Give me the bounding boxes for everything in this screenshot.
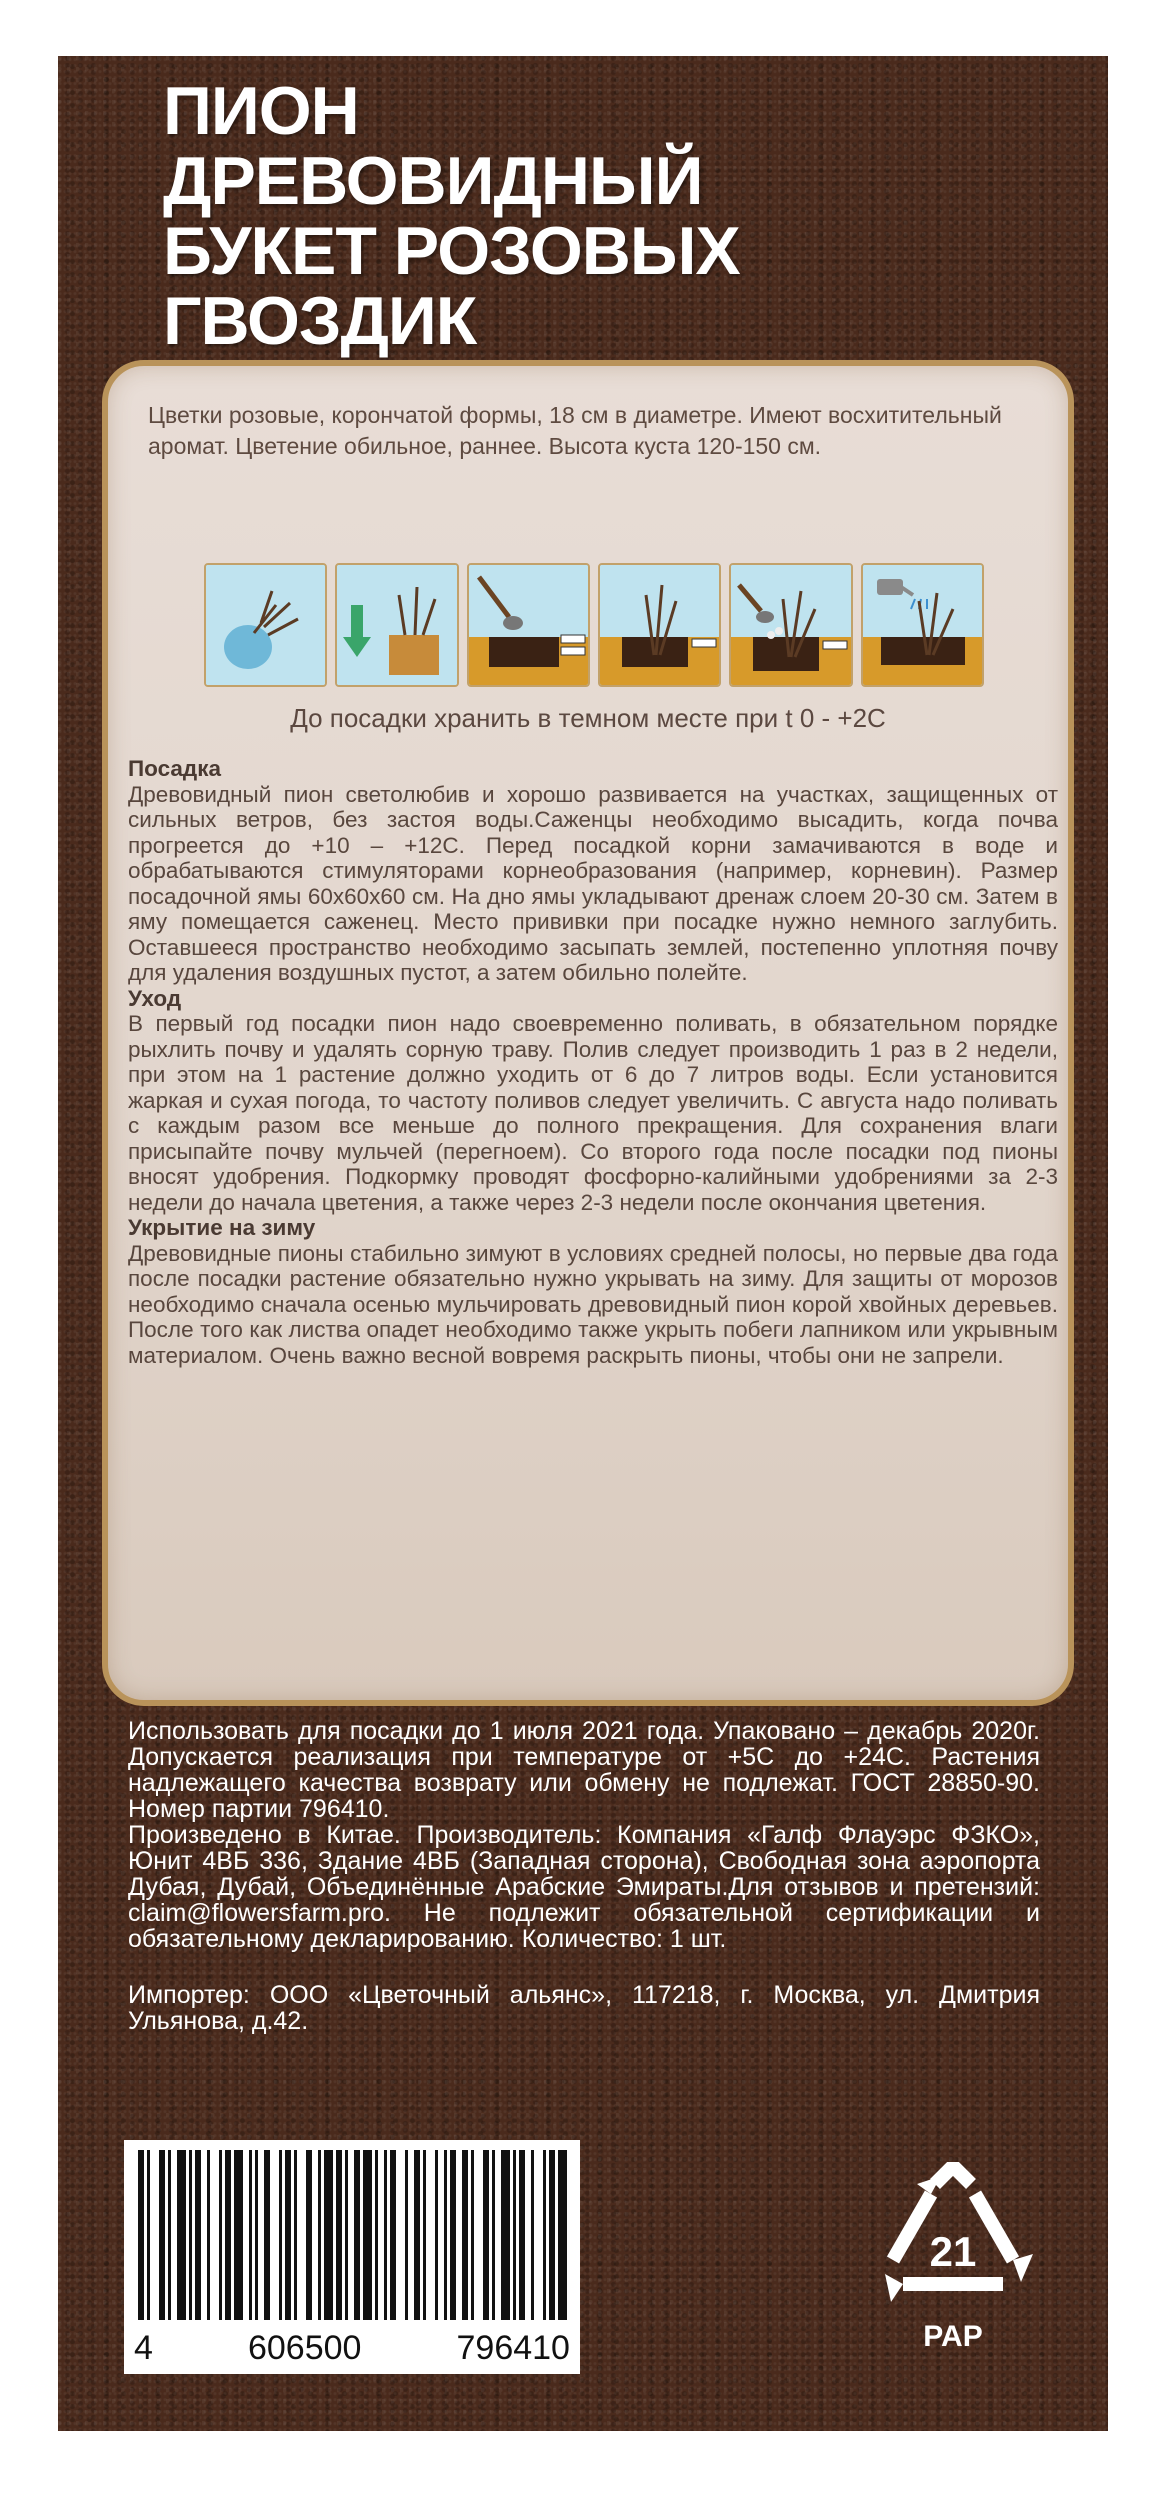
seed-packet-back	[58, 56, 1108, 2431]
barcode-bar	[390, 2150, 396, 2320]
barcode-bar	[234, 2150, 243, 2320]
barcode-bar	[159, 2150, 165, 2320]
section-heading: Укрытие на зиму	[128, 1215, 316, 1240]
barcode-bar	[336, 2150, 342, 2320]
section-heading: Уход	[128, 985, 182, 1011]
barcode-bar	[492, 2150, 495, 2320]
barcode-bar	[306, 2150, 312, 2320]
barcode-bar	[294, 2150, 297, 2320]
recycle-code: PAP	[923, 2320, 983, 2353]
barcode-bar	[264, 2150, 270, 2320]
section-text: Древовидный пион светолюбив и хорошо развивается на участках, защищенных от сильных ветров, без застоя воды.Саженцы необходимо высадить, когда почва прогреется до +10 – +12С. Перед посадкой корни замачиваются в воде и обрабатываются стимуляторами корнеобразования (например, корневин). Размер посадочной ямы 60х60х60 см. На дно ямы укладывают дренаж слоем 20-30 см. Затем в яму помещается саженец. Место прививки при посадке нужно немного заглубить. Оставшееся пространство необходимо засыпать землей, постепенно уплотняя почву для удаления воздушных пустот, а затем обильно полейте.	[128, 781, 1058, 985]
title-line: ПИОН	[163, 73, 359, 149]
importer-text: Импортер: ООО «Цветочный альянс», 117218, г. Москва, ул. Дмитрия Ульянова, д.42.	[128, 1981, 1040, 2035]
barcode-bar	[444, 2150, 447, 2320]
barcode-bars	[124, 2140, 580, 2330]
barcode-bar	[318, 2150, 321, 2320]
intro-text: Цветки розовые, корончатой формы, 18 см в диаметре. Имеют восхитительный аромат. Цветение обильное, раннее. Высота куста 120-150 см.	[148, 402, 1002, 459]
barcode-bar	[345, 2150, 348, 2320]
pot-down-arrow-icon	[335, 563, 458, 687]
producer-text: Произведено в Китае. Производитель: Компания «Галф Флауэрс ФЗКО», Юнит 4ВБ 336, Здание 4ВБ (Западная сторона), Свободная зона аэропорта Дубая, Дубай, Объединённые Арабские Эмираты.Для отзывов и претензий: claim@flowersfarm.pro. Не подлежит обязательной сертификации и обязательному декларированию. Количество: 1 шт.	[128, 1821, 1040, 1953]
title-line: ДРЕВОВИДНЫЙ	[163, 143, 703, 219]
planting-steps	[204, 563, 984, 685]
recycle-number: 21	[929, 2228, 977, 2275]
barcode-bar	[249, 2150, 252, 2320]
barcode-bar	[354, 2150, 360, 2320]
barcode-bar	[501, 2150, 510, 2320]
barcode-bar	[531, 2150, 534, 2320]
barcode-bar	[219, 2150, 222, 2320]
section-heading: Посадка	[128, 756, 221, 781]
barcode-bar	[255, 2150, 258, 2320]
recycle-icon	[863, 2162, 1043, 2360]
barcode-digit-group: 606500	[247, 2329, 362, 2367]
barcode-bar	[363, 2150, 372, 2320]
barcode-bar	[168, 2150, 171, 2320]
barcode-bar	[543, 2150, 546, 2320]
barcode-bar	[225, 2150, 231, 2320]
barcode-bar	[471, 2150, 474, 2320]
barcode-bar	[147, 2150, 150, 2320]
watering-can-icon	[861, 563, 984, 687]
storage-note: До посадки хранить в темном месте при t 0 - +2С	[290, 703, 886, 733]
legal-footer	[128, 1718, 1040, 2034]
shovel-hole-icon	[467, 563, 590, 687]
usage-text: Использовать для посадки до 1 июля 2021 года. Упаковано – декабрь 2020г. Допускается реализация при температуре от +5С до +24С. Растения надлежащего качества возврату или обмену не подлежат. ГОСТ 28850-90. Номер партии 796410.	[128, 1717, 1040, 1823]
barcode-number	[124, 2329, 580, 2368]
instructions	[128, 756, 1058, 1368]
barcode-bar	[423, 2150, 426, 2320]
barcode-bar	[549, 2150, 555, 2320]
barcode-bar	[513, 2150, 516, 2320]
barcode-bar	[375, 2150, 378, 2320]
section-text: Древовидные пионы стабильно зимуют в условиях средней полосы, но первые два года после посадки растение обязательно нужно укрывать на зиму. Для защиты от морозов необходимо сначала осенью мульчировать древовидный пион корой хвойных деревьев. После того как листва опадет необходимо также укрыть побеги лапником или укрывным материалом. Очень важно весной вовремя раскрыть пионы, чтобы они не запрели.	[128, 1240, 1058, 1368]
barcode-bar	[279, 2150, 282, 2320]
barcode-bar	[462, 2150, 468, 2320]
title-line: ГВОЗДИК	[163, 283, 477, 359]
barcode-bar	[177, 2150, 186, 2320]
barcode-bar	[558, 2150, 567, 2320]
barcode-bar	[483, 2150, 489, 2320]
section-text: В первый год посадки пион надо своевременно поливать, в обязательном порядке рыхлить почву и удалять сорную траву. Полив следует производить 1 раз в 2 недели, при этом на 1 растение должно уходить от 6 до 7 литров воды. Если установится жаркая и сухая погода, то частоту поливов следует увеличить. С августа надо поливать с каждым разом все меньше до полного прекращения. Для сохранения влаги присыпайте почву мульчей (перегноем). Со второго года после посадки под пионы вносят удобрения. Подкормку проводят фосфорно-калийными удобрениями за 2-3 недели до начала цветения, а также через 2-3 недели после окончания цветения.	[128, 1011, 1058, 1215]
barcode-bar	[405, 2150, 408, 2320]
barcode-bar	[414, 2150, 420, 2320]
title-line: БУКЕТ РОЗОВЫХ	[163, 213, 740, 289]
barcode-bar	[189, 2150, 192, 2320]
barcode-bar	[324, 2150, 333, 2320]
barcode-digit-group: 4	[134, 2329, 153, 2367]
barcode-bar	[519, 2150, 525, 2320]
barcode-bar	[435, 2150, 438, 2320]
barcode-bar	[195, 2150, 201, 2320]
planting-hole-icon	[598, 563, 721, 687]
barcode-bar	[207, 2150, 210, 2320]
barcode-bar	[285, 2150, 291, 2320]
barcode-bar	[384, 2150, 387, 2320]
barcode-bar	[450, 2150, 456, 2320]
drainage-icon	[729, 563, 852, 687]
barcode-digit-group: 796410	[456, 2329, 570, 2367]
barcode	[124, 2140, 580, 2374]
barcode-bar	[138, 2150, 144, 2320]
seedling-bag-icon	[204, 563, 327, 687]
product-title	[163, 73, 883, 359]
info-panel	[102, 360, 1074, 1706]
